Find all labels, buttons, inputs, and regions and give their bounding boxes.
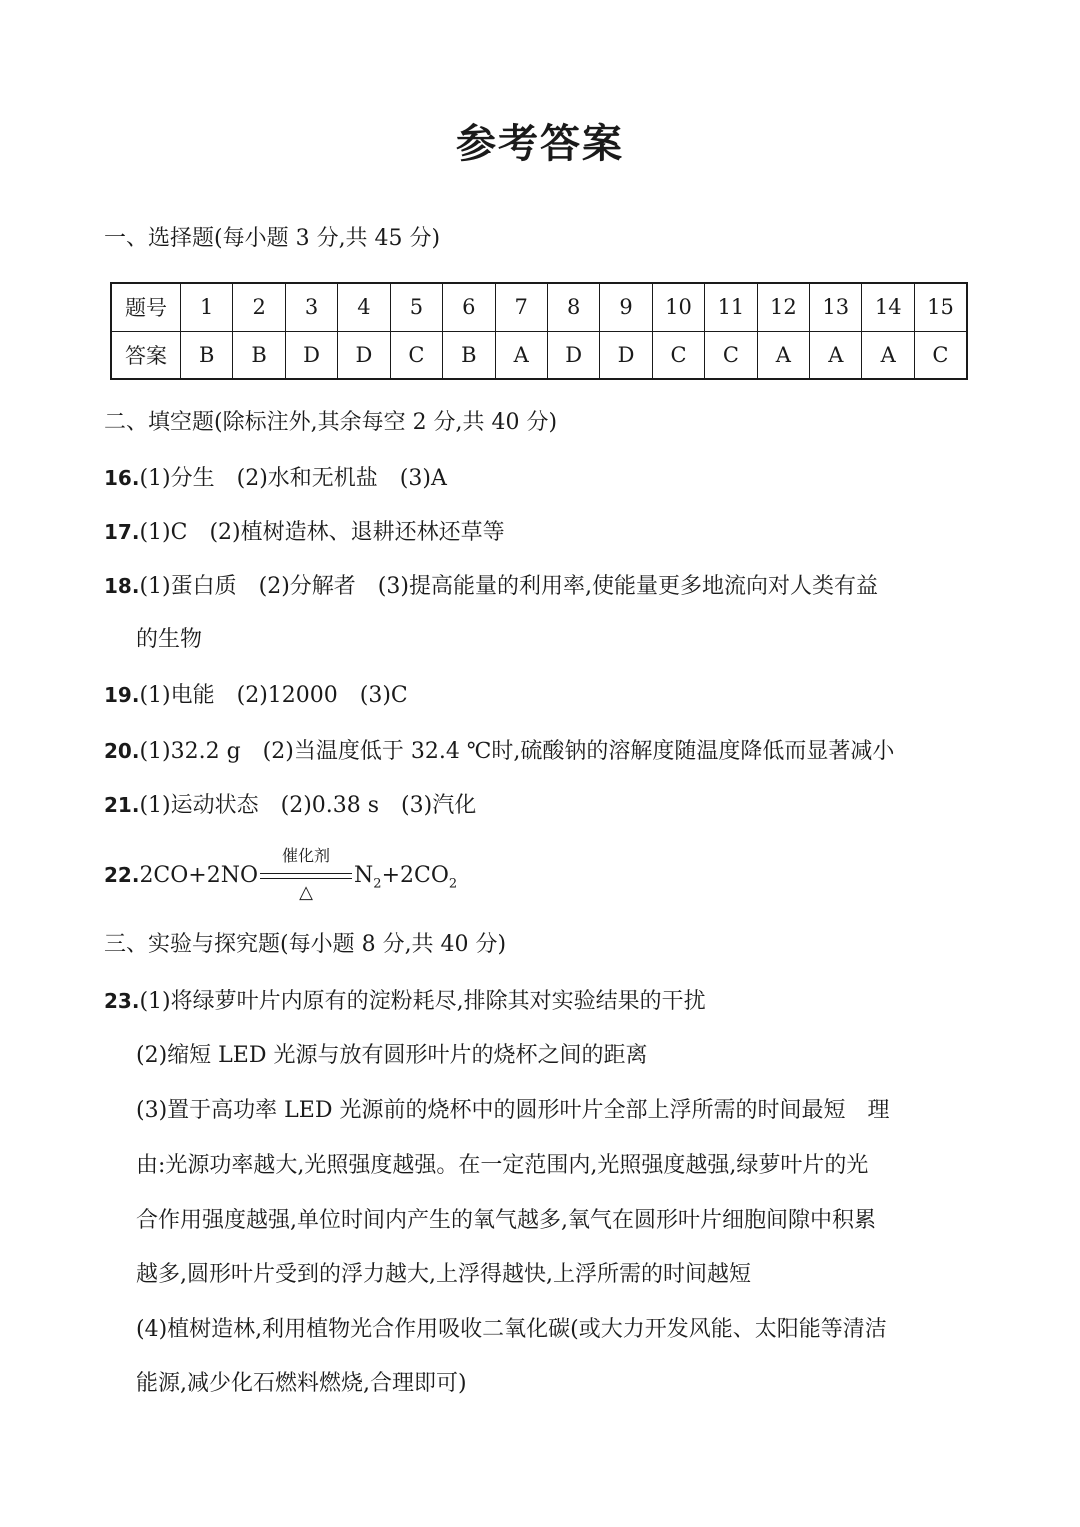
table-cell: D [285, 331, 337, 379]
question-number: 23. [104, 989, 140, 1013]
table-cell: C [705, 331, 757, 379]
section-heading-fill: 二、填空题(除标注外,其余每空 2 分,共 40 分) [104, 410, 558, 435]
table-cell: B [233, 331, 285, 379]
equation-product-n: N [354, 863, 374, 888]
table-cell: B [181, 331, 233, 379]
answer-part: (2)12000 [236, 683, 338, 708]
answer-part: (2)当温度低于 32.4 ℃时,硫酸钠的溶解度随温度降低而显著减小 [262, 739, 895, 764]
table-cell: D [547, 331, 599, 379]
answer-part: (1)C [139, 520, 188, 545]
table-cell: 3 [285, 283, 337, 331]
question-number: 18. [104, 574, 140, 598]
table-cell: 5 [390, 283, 442, 331]
answer-22-equation [104, 846, 458, 903]
answer-part: (1)32.2 g [139, 739, 241, 764]
answer-part: (1)蛋白质 [139, 574, 237, 599]
table-cell: C [390, 331, 442, 379]
answer-19 [104, 680, 408, 711]
section-heading-experiment: 三、实验与探究题(每小题 8 分,共 40 分) [104, 932, 507, 957]
answer-20 [104, 736, 894, 767]
table-cell: 15 [914, 283, 967, 331]
table-cell: 9 [600, 283, 652, 331]
table-cell: D [338, 331, 390, 379]
question-number: 17. [104, 520, 140, 544]
table-cell: 7 [495, 283, 547, 331]
answer-part: (1)将绿萝叶片内原有的淀粉耗尽,排除其对实验结果的干扰 [139, 989, 706, 1014]
table-header-number: 题号 [111, 283, 181, 331]
answer-part: (3)A [399, 466, 447, 491]
table-cell: D [600, 331, 652, 379]
question-number: 16. [104, 466, 140, 490]
answer-part: (1)电能 [139, 683, 215, 708]
reaction-arrow [260, 846, 352, 903]
table-cell: A [810, 331, 862, 379]
answer-23-part3-line1: (3)置于高功率 LED 光源前的烧杯中的圆形叶片全部上浮所需的时间最短 理 [136, 1098, 890, 1123]
subscript: 2 [448, 876, 458, 892]
page-title: 参考答案 [456, 121, 624, 167]
answer-table [110, 282, 968, 380]
answer-part: (1)分生 [139, 466, 215, 491]
table-cell: A [757, 331, 809, 379]
answer-23-part4-line1: (4)植树造林,利用植物光合作用吸收二氧化碳(或大力开发风能、太阳能等清洁 [136, 1317, 887, 1342]
question-number: 19. [104, 683, 140, 707]
answer-23-part3-line2: 由:光源功率越大,光照强度越强。在一定范围内,光照强度越强,绿萝叶片的光 [136, 1153, 869, 1178]
table-cell: 1 [181, 283, 233, 331]
equation-product-co2: +2CO [381, 863, 449, 888]
answer-part: (3)C [359, 683, 408, 708]
answer-part: (1)运动状态 [139, 793, 259, 818]
answer-21 [104, 790, 476, 821]
answer-part: (2)分解者 [258, 574, 356, 599]
answer-part: (3)汽化 [401, 793, 477, 818]
table-cell: 6 [443, 283, 495, 331]
table-cell: A [862, 331, 914, 379]
answer-23-part3-line3: 合作用强度越强,单位时间内产生的氧气越多,氧气在圆形叶片细胞间隙中积累 [136, 1208, 876, 1233]
catalyst-label: 催化剂 [282, 846, 331, 865]
section-heading-choice: 一、选择题(每小题 3 分,共 45 分) [104, 226, 441, 251]
table-cell: C [914, 331, 967, 379]
heat-symbol: △ [299, 882, 313, 903]
table-cell: 4 [338, 283, 390, 331]
table-header-answer: 答案 [111, 331, 181, 379]
answer-23-part1 [104, 986, 706, 1017]
table-cell: C [652, 331, 704, 379]
question-number: 21. [104, 793, 140, 817]
table-cell: 2 [233, 283, 285, 331]
table-cell: 12 [757, 283, 809, 331]
answer-23-part4-line2: 能源,减少化石燃料燃烧,合理即可) [136, 1371, 467, 1396]
answer-23-part3-line4: 越多,圆形叶片受到的浮力越大,上浮得越快,上浮所需的时间越短 [136, 1262, 751, 1287]
answer-18-continued: 的生物 [136, 627, 203, 652]
answer-18 [104, 571, 878, 602]
question-number: 22. [104, 863, 140, 887]
table-row-numbers [111, 283, 967, 331]
table-cell: 10 [652, 283, 704, 331]
table-cell: 8 [547, 283, 599, 331]
subscript: 2 [373, 876, 382, 892]
answer-part: (2)0.38 s [280, 793, 380, 818]
question-number: 20. [104, 739, 140, 763]
table-cell: A [495, 331, 547, 379]
table-cell: 13 [810, 283, 862, 331]
answer-16 [104, 463, 447, 494]
table-cell: 11 [705, 283, 757, 331]
answer-part: (2)水和无机盐 [236, 466, 378, 491]
table-row-answers [111, 331, 967, 379]
equation-reactants: 2CO+2NO [139, 863, 259, 888]
answer-part: (2)植树造林、退耕还林还草等 [209, 520, 505, 545]
answer-17 [104, 517, 505, 548]
answer-23-part2: (2)缩短 LED 光源与放有圆形叶片的烧杯之间的距离 [136, 1043, 648, 1068]
table-cell: B [443, 331, 495, 379]
table-cell: 14 [862, 283, 914, 331]
answer-part: (3)提高能量的利用率,使能量更多地流向对人类有益 [377, 574, 878, 599]
